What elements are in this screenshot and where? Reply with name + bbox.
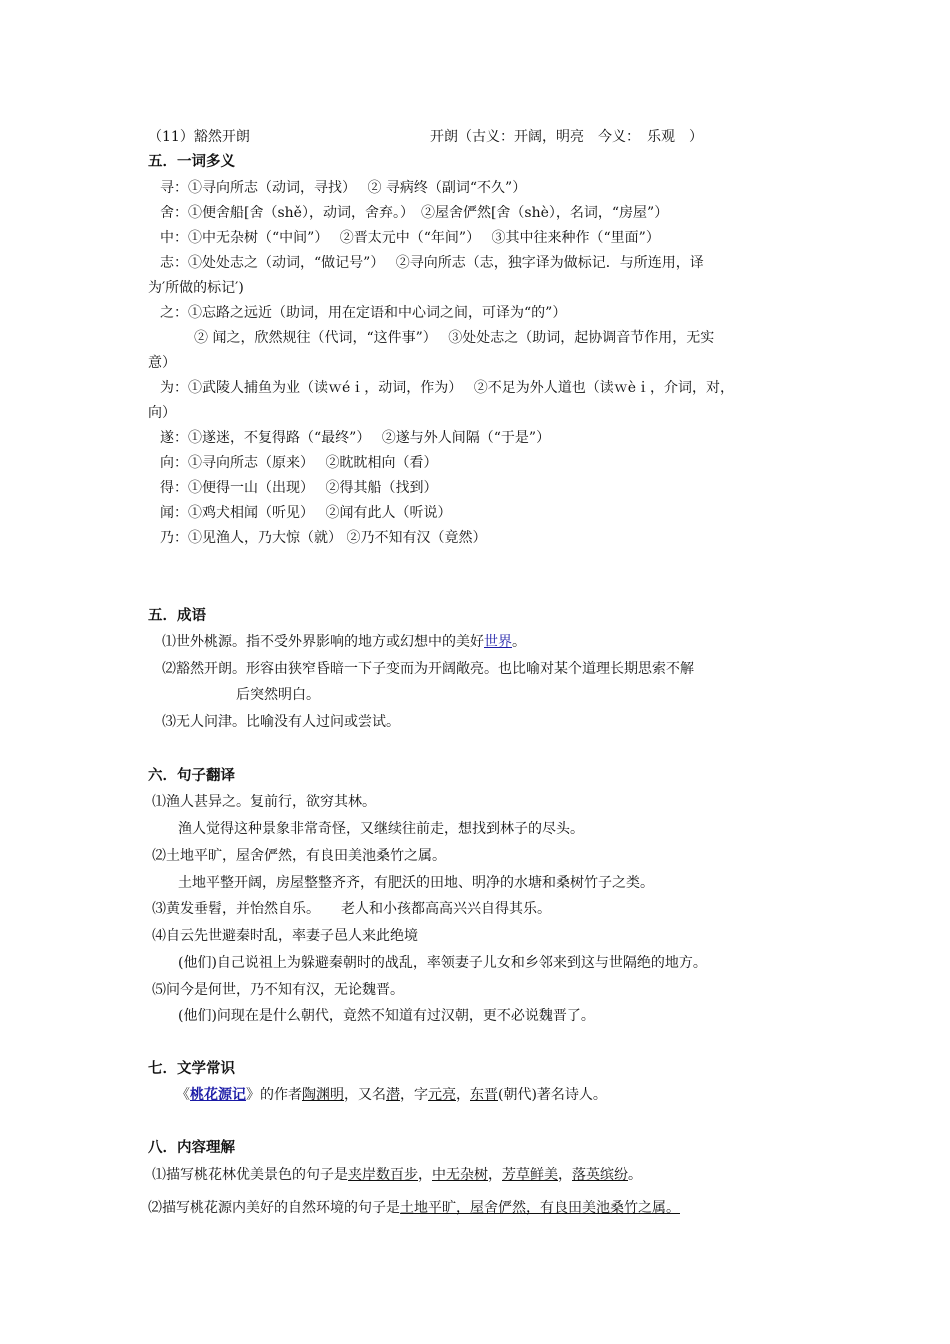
polysemy-line: 为：①武陵人捕鱼为业（读ｗéｉ，动词，作为） ②不足为外人道也（读ｗèｉ，介词，对， (160, 380, 735, 396)
comprehension-item-2 (148, 1198, 680, 1218)
sep: ， (488, 1167, 502, 1183)
polysemy-line: 向：①寻向所志（原来） ②眈眈相向（看） (160, 455, 438, 471)
translation-source: ⑸问今是何世，乃不知有汉，无论魏晋。 (152, 982, 404, 998)
author-name: 陶渊明 (302, 1087, 344, 1103)
author-alias: 潜 (386, 1087, 400, 1103)
polysemy-line: ② 闻之，欣然规往（代词，“这件事”） ③处处志之（助词，起协调音节作用，无实 (194, 330, 715, 346)
item-2-prefix: ⑵描写桃花源内美好的自然环境的句子是 (148, 1200, 400, 1216)
polysemy-line: 闻：①鸡犬相闻（听见） ②闻有此人（听说） (160, 505, 452, 521)
translation-source: ⑴渔人甚异之。复前行，欲穷其林。 (152, 794, 376, 810)
sep: ， (418, 1167, 432, 1183)
translation-source: ⑶黄发垂髫，并怡然自乐。 老人和小孩都高高兴兴自得其乐。 (152, 901, 551, 917)
translation-target: (他们)问现在是什么朝代，竟然不知道有过汉朝，更不必说魏晋了。 (178, 1008, 595, 1024)
polysemy-line: 得：①便得一山（出现） ②得其船（找到） (160, 480, 438, 496)
idiom-item-2: ⑵豁然开朗。形容由狭窄昏暗一下子变而为开阔敞亮。也比喻对某个道理长期思索不解 (162, 661, 694, 677)
item-2-answer: 土地平旷，屋舍俨然，有良田美池桑竹之属。 (400, 1200, 680, 1216)
answer-b: 中无杂树 (432, 1167, 488, 1183)
polysemy-line: 寻：①寻向所志（动词，寻找） ② 寻病终（副词“不久”） (160, 180, 527, 196)
style-label: ，字 (400, 1087, 428, 1103)
translation-target: (他们)自己说祖上为躲避秦朝时的战乱，率领妻子儿女和乡邻来到这与世隔绝的地方。 (178, 955, 707, 971)
translation-source: ⑷自云先世避秦时乱，率妻子邑人来此绝境 (152, 928, 418, 944)
open-quote: 《 (176, 1087, 190, 1103)
polysemy-line: 为′所做的标记′) (148, 280, 244, 296)
translation-target: 渔人觉得这种景象非常奇怪，又继续往前走，想找到林子的尽头。 (178, 821, 584, 837)
idiom-item-2-cont: 后突然明白。 (236, 687, 320, 703)
polysemy-line: 向） (148, 405, 176, 421)
answer-a: 夹岸数百步 (348, 1167, 418, 1183)
polysemy-line: 意） (148, 355, 176, 371)
polysemy-line: 志：①处处志之（动词，“做记号”） ②寻向所志（志，独字译为做标记．与所连用，译 (160, 255, 704, 271)
polysemy-line: 之：①忘路之远近（助词，用在定语和中心词之间，可译为“的”） (160, 305, 567, 321)
comma: ， (456, 1087, 470, 1103)
polysemy-line: 舍：①便舍船[舍（shě），动词，舍弃。） ②屋舍俨然[舍（shè），名词，“房屋”） (160, 205, 669, 221)
polysemy-heading: 五．一词多义 (148, 154, 235, 170)
sep: ， (558, 1167, 572, 1183)
idiom-1-text: ⑴世外桃源。指不受外界影响的地方或幻想中的美好 (162, 634, 484, 650)
item-1-end: 。 (628, 1167, 642, 1183)
comprehension-item-1 (152, 1165, 642, 1185)
answer-d: 落英缤纷 (572, 1167, 628, 1183)
aka-label: ，又名 (344, 1087, 386, 1103)
translation-heading: 六．句子翻译 (148, 768, 235, 784)
literature-tail: (朝代)著名诗人。 (498, 1087, 607, 1103)
polysemy-line: 遂：①遂迷，不复得路（“最终”） ②遂与外人间隔（“于是”） (160, 430, 551, 446)
item-11-right: 开朗（古义：开阔，明亮 今义： 乐观 ） (430, 129, 703, 145)
translation-source: ⑵土地平旷，屋舍俨然，有良田美池桑竹之属。 (152, 848, 446, 864)
idiom-1-end: 。 (512, 634, 526, 650)
item-11-left: （11）豁然开朗 (148, 129, 250, 145)
literature-heading: 七．文学常识 (148, 1061, 235, 1077)
world-link[interactable]: 世界 (484, 634, 512, 650)
dynasty: 东晋 (470, 1087, 498, 1103)
comprehension-heading: 八．内容理解 (148, 1140, 235, 1156)
idiom-item-1 (162, 632, 526, 652)
style-name: 元亮 (428, 1087, 456, 1103)
polysemy-line: 乃：①见渔人，乃大惊（就） ②乃不知有汉（竟然） (160, 530, 487, 546)
answer-c: 芳草鲜美 (502, 1167, 558, 1183)
idiom-item-3: ⑶无人问津。比喻没有人过问或尝试。 (162, 714, 400, 730)
literature-line (176, 1085, 607, 1105)
item-1-prefix: ⑴描写桃花林优美景色的句子是 (152, 1167, 348, 1183)
translation-target: 土地平整开阔，房屋整整齐齐，有肥沃的田地、明净的水塘和桑树竹子之类。 (178, 875, 654, 891)
article-title-link[interactable]: 桃花源记 (190, 1087, 246, 1103)
close-quote: 》的作者 (246, 1087, 302, 1103)
idioms-heading: 五．成语 (148, 608, 206, 624)
polysemy-line: 中：①中无杂树（“中间”） ②晋太元中（“年间”） ③其中往来种作（“里面”） (160, 230, 660, 246)
